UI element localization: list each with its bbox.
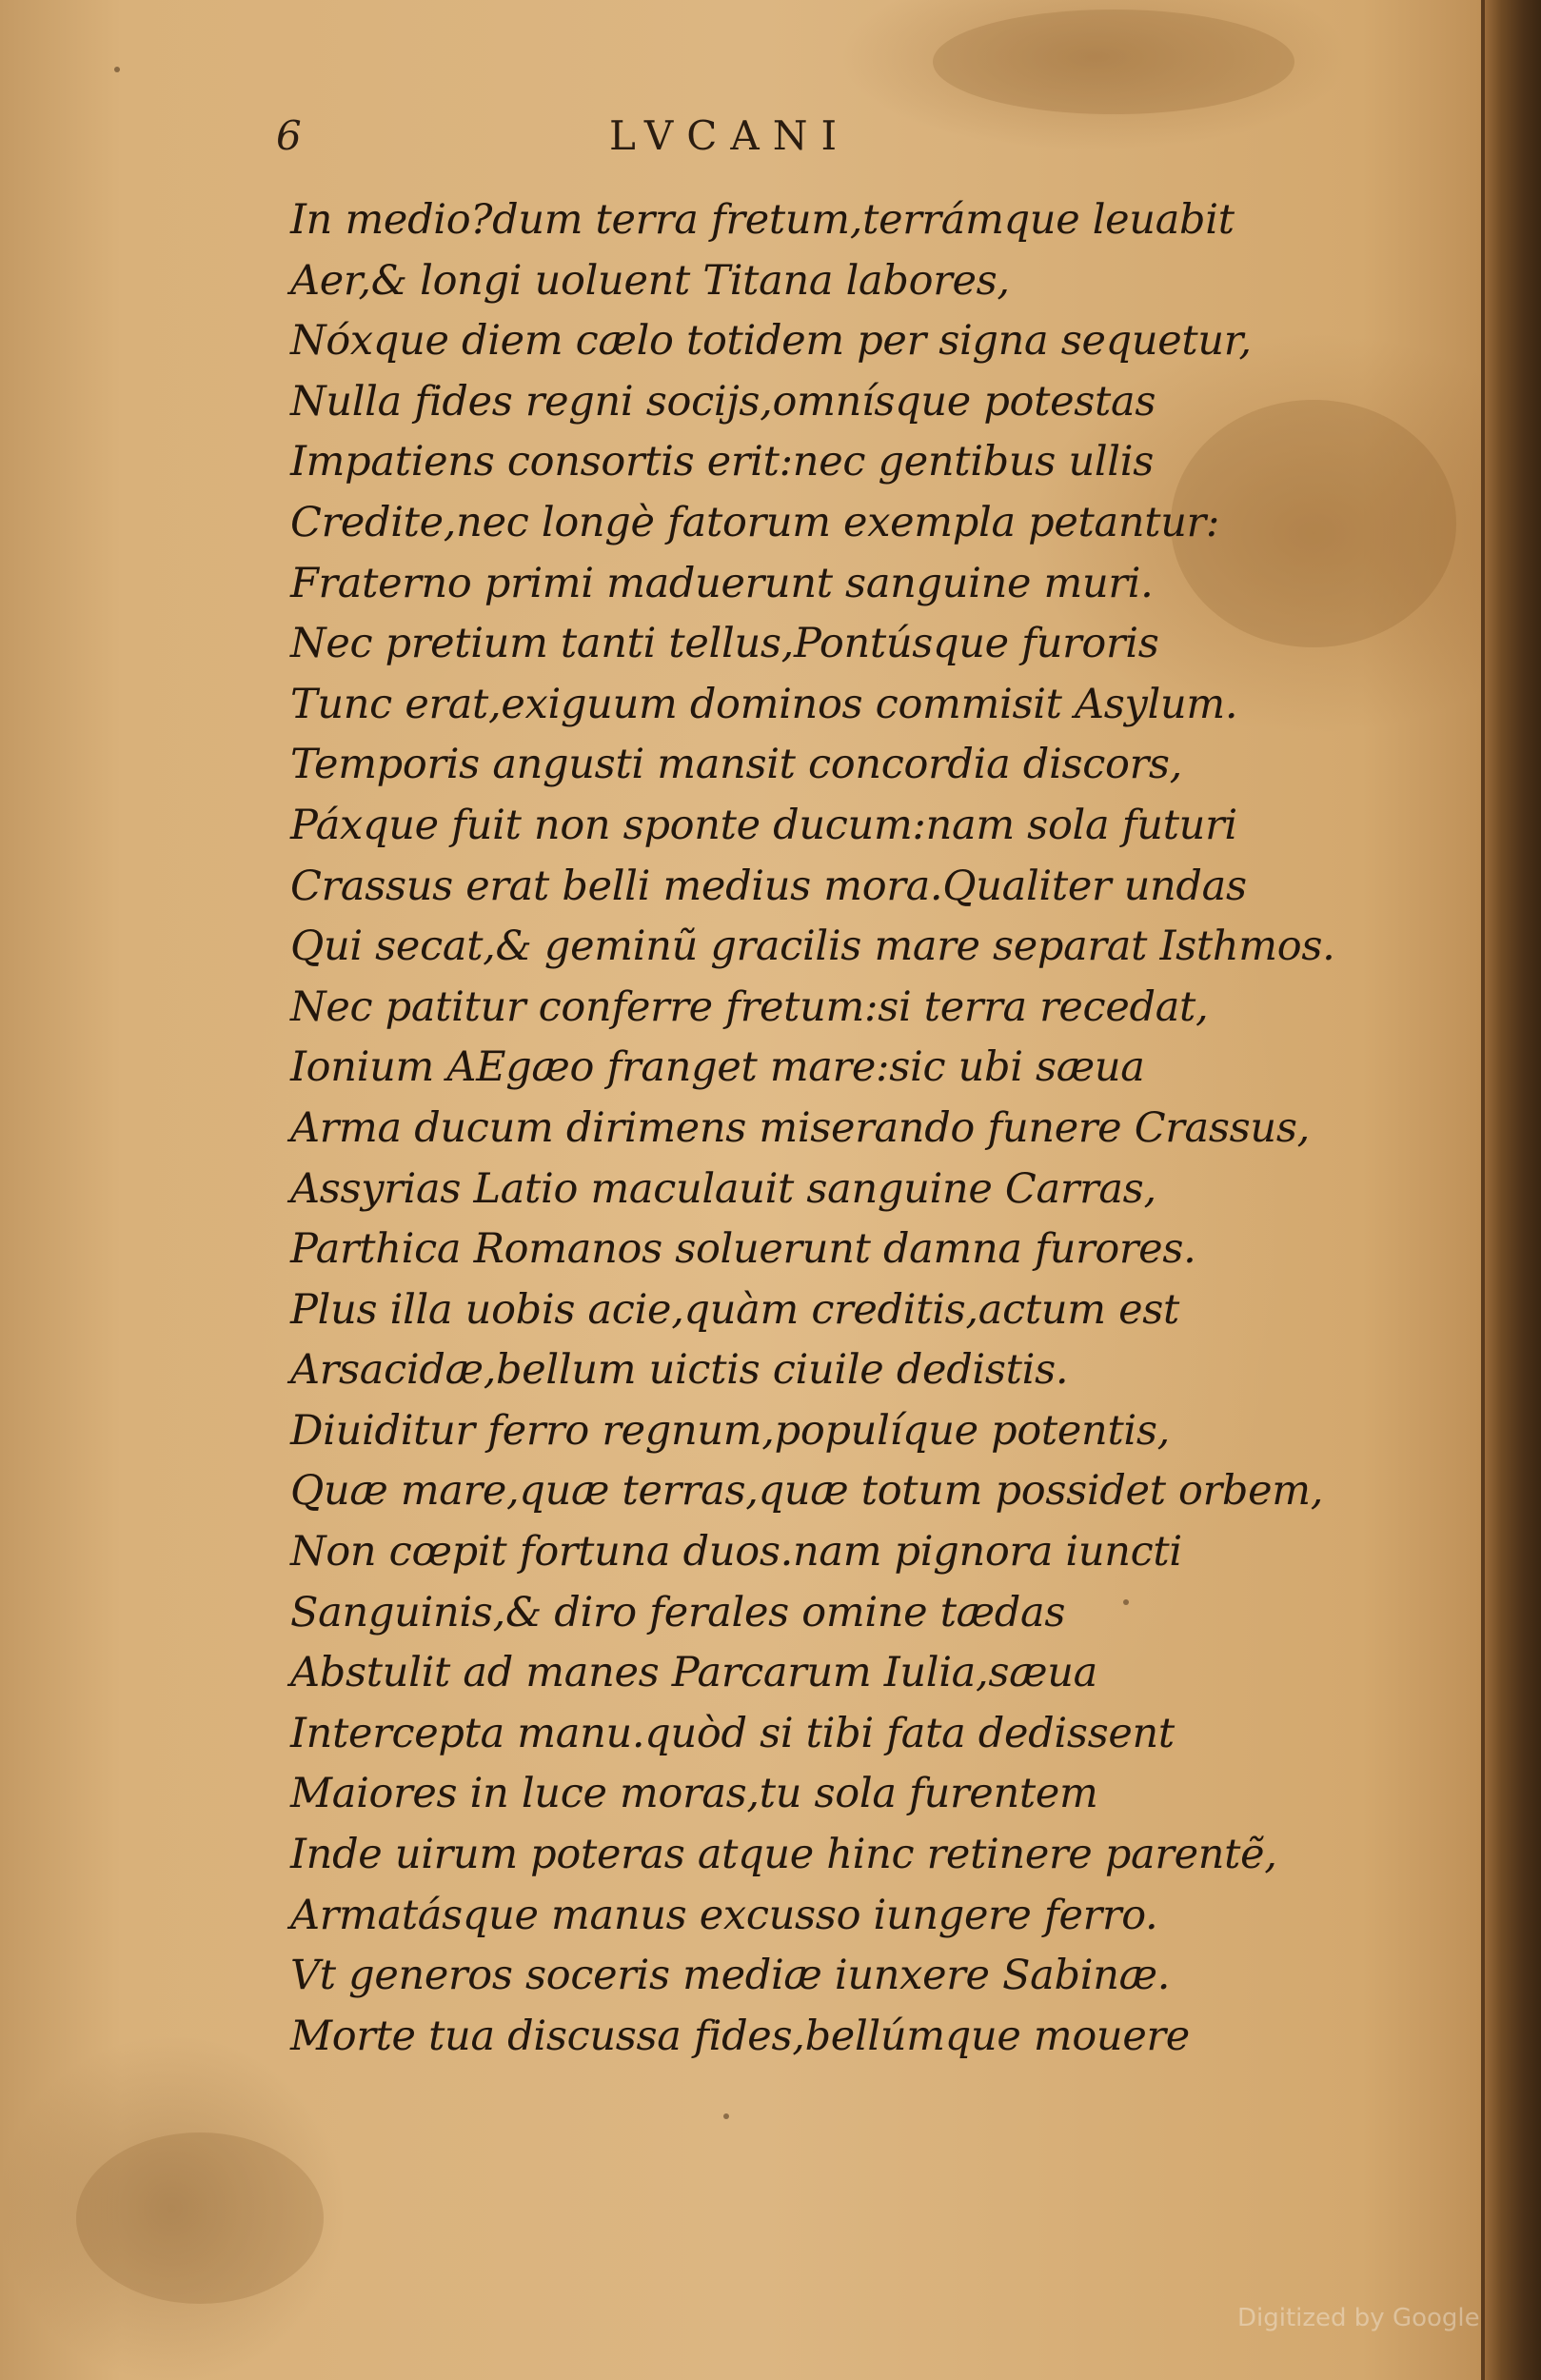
running-title: LVCANI: [609, 112, 851, 159]
verse-line: Temporis angusti mansit concordia discors,: [290, 741, 1182, 789]
verse-line: Páxque fuit non sponte ducum:nam sola futuri: [290, 801, 1237, 849]
verse-line: Morte tua discussa fides,bellúmque mouere: [290, 2012, 1190, 2060]
verse-line: Crassus erat belli medius mora.Qualiter undas: [290, 862, 1247, 910]
verse-line: Credite,nec longè fatorum exempla petantur:: [290, 498, 1220, 546]
verse-line: Arma ducum dirimens miserando funere Crassus,: [290, 1103, 1310, 1152]
verse-line: Diuiditur ferro regnum,populíque potentis,: [290, 1406, 1171, 1455]
water-stain: [76, 2132, 324, 2304]
verse-line: Arsacidæ,bellum uictis ciuile dedistis.: [290, 1346, 1069, 1395]
foxing-spot: [723, 2113, 729, 2119]
verse-line: Non cœpit fortuna duos.nam pignora iuncti: [290, 1528, 1182, 1577]
verse-line: Armatásque manus excusso iungere ferro.: [290, 1891, 1158, 1939]
page-header: [276, 112, 1323, 169]
page-number: 6: [276, 112, 302, 159]
verse-line: Maiores in luce moras,tu sola furentem: [290, 1770, 1098, 1818]
watermark: Digitized by Google: [1237, 2304, 1480, 2332]
verse-line: Ionium AEgæo franget mare:sic ubi sæua: [290, 1043, 1145, 1092]
verse-line: Impatiens consortis erit:nec gentibus ullis: [290, 438, 1154, 486]
verse-line: Nec patitur conferre fretum:si terra recedat,: [290, 982, 1209, 1031]
verse-line: Plus illa uobis acie,quàm creditis,actum est: [290, 1285, 1180, 1334]
verse-line: Qui secat,& geminũ gracilis mare separat Isthmos.: [290, 922, 1335, 971]
verse-line: Nec pretium tanti tellus,Pontúsque furoris: [290, 620, 1159, 668]
foxing-spot: [114, 67, 120, 72]
water-stain: [933, 10, 1294, 114]
verse-line: Abstulit ad manes Parcarum Iulia,sæua: [290, 1649, 1097, 1697]
verse-line: Parthica Romanos soluerunt damna furores.: [290, 1225, 1196, 1274]
verse-line: Vt generos soceris mediæ iunxere Sabinæ.: [290, 1952, 1171, 2000]
verse-line: Sanguinis,& diro ferales omine tædas: [290, 1588, 1066, 1636]
verse-text: [290, 190, 1335, 2067]
verse-line: Assyrias Latio maculauit sanguine Carras,: [290, 1164, 1156, 1213]
verse-line: Nulla fides regni socijs,omnísque potestas: [290, 377, 1156, 426]
binding-edge: [1485, 0, 1541, 2380]
verse-line: Fraterno primi maduerunt sanguine muri.: [290, 559, 1154, 607]
verse-line: In medio?dum terra fretum,terrámque leuabit: [290, 196, 1235, 244]
verse-line: Intercepta manu.quòd si tibi fata dedissent: [290, 1709, 1175, 1757]
verse-line: Tunc erat,exiguum dominos commisit Asylum.: [290, 680, 1238, 728]
verse-line: Quæ mare,quæ terras,quæ totum possidet orbem,: [290, 1467, 1324, 1516]
verse-line: Aer,& longi uoluent Titana labores,: [290, 256, 1010, 305]
verse-line: Nóxque diem cælo totidem per signa sequetur,: [290, 317, 1252, 366]
verse-line: Inde uirum poteras atque hinc retinere parentẽ,: [290, 1831, 1277, 1879]
